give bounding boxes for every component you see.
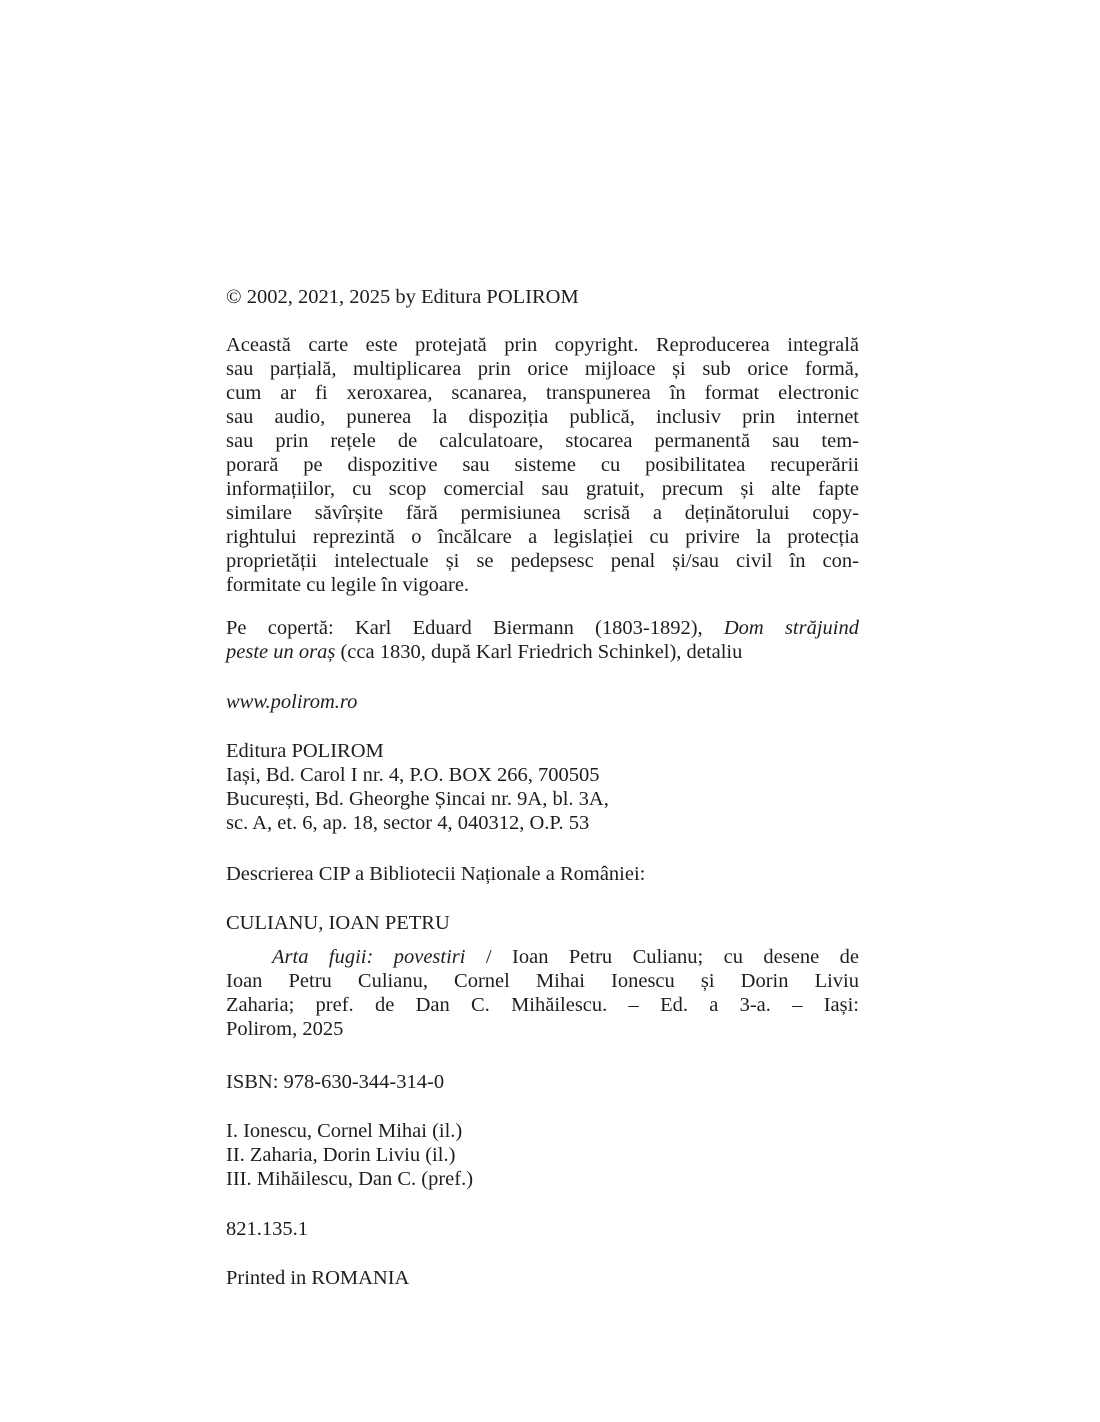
cip-entry	[226, 945, 859, 1041]
notice-line: cum ar fi xeroxarea, scanarea, transpunerea în format electronic	[226, 382, 859, 404]
cover-credit	[226, 616, 859, 664]
notice-line: porară pe dispozitive sau sisteme cu posibilitatea recuperării	[226, 454, 859, 476]
classification-block	[226, 1217, 859, 1241]
cip-author: CULIANU, IOAN PETRU	[226, 912, 450, 934]
website-link[interactable]: www.polirom.ro	[226, 691, 358, 713]
notice-line: informațiilor, cu scop comercial sau gratuit, precum și alte fapte	[226, 478, 859, 500]
printed-block	[226, 1266, 859, 1290]
publisher-address-line: București, Bd. Gheorghe Șincai nr. 9A, bl. 3A,	[226, 788, 609, 810]
cover-credit-suffix: (cca 1830, după Karl Friedrich Schinkel), detaliu	[335, 641, 743, 663]
cover-artwork-title: Dom străjuind	[723, 617, 859, 639]
copyright-text: © 2002, 2021, 2025 by Editura POLIROM	[226, 286, 579, 308]
contributor-line: III. Mihăilescu, Dan C. (pref.)	[226, 1168, 474, 1190]
notice-line: sau prin rețele de calculatoare, stocarea permanentă sau tem-	[226, 430, 859, 452]
book-title: Arta fugii: povestiri	[272, 946, 466, 968]
contributor-line: II. Zaharia, Dorin Liviu (il.)	[226, 1144, 456, 1166]
cip-author-block	[226, 911, 859, 935]
publisher-name: Editura POLIROM	[226, 740, 384, 762]
contributor-line: I. Ionescu, Cornel Mihai (il.)	[226, 1120, 463, 1142]
cip-entry-line: Zaharia; pref. de Dan C. Mihăilescu. – Ed. a 3-a. – Iași:	[226, 994, 859, 1016]
website-block	[226, 690, 859, 714]
copyright-notice	[226, 333, 859, 597]
notice-line: proprietății intelectuale și se pedepsesc penal și/sau civil în con-	[226, 550, 859, 572]
cip-entry-line	[226, 945, 859, 969]
cover-artwork-title: peste un oraș	[226, 641, 336, 663]
publisher-block	[226, 739, 859, 835]
cip-heading-block	[226, 862, 859, 886]
notice-line: formitate cu legile în vigoare.	[226, 574, 470, 596]
notice-line: Această carte este protejată prin copyright. Reproducerea integrală	[226, 334, 859, 356]
cover-credit-prefix: Pe copertă: Karl Eduard Biermann (1803-1892),	[226, 617, 724, 639]
publisher-address-line: Iași, Bd. Carol I nr. 4, P.O. BOX 266, 700505	[226, 764, 600, 786]
cover-credit-line	[226, 640, 859, 664]
notice-line: sau audio, punerea la dispoziția publică, inclusiv prin internet	[226, 406, 859, 428]
cover-credit-line	[226, 616, 859, 640]
cip-heading: Descrierea CIP a Bibliotecii Naționale a României:	[226, 863, 646, 885]
notice-line: rightului reprezintă o încălcare a legislației cu privire la protecția	[226, 526, 859, 548]
cip-entry-line: Polirom, 2025	[226, 1018, 344, 1040]
cip-entry-line: Ioan Petru Culianu, Cornel Mihai Ionescu și Dorin Liviu	[226, 970, 859, 992]
cip-entry-rest: / Ioan Petru Culianu; cu desene de	[465, 946, 859, 968]
publisher-address-line: sc. A, et. 6, ap. 18, sector 4, 040312, O.P. 53	[226, 812, 590, 834]
copyright-line	[226, 285, 859, 309]
notice-line: sau parțială, multiplicarea prin orice mijloace și sub orice formă,	[226, 358, 859, 380]
notice-line: similare săvîrșite fără permisiunea scrisă a deținătorului copy-	[226, 502, 859, 524]
isbn-block	[226, 1070, 859, 1094]
contributors-block	[226, 1119, 859, 1191]
classification-code: 821.135.1	[226, 1218, 308, 1240]
printed-in: Printed in ROMANIA	[226, 1267, 410, 1289]
isbn: ISBN: 978-630-344-314-0	[226, 1071, 445, 1093]
